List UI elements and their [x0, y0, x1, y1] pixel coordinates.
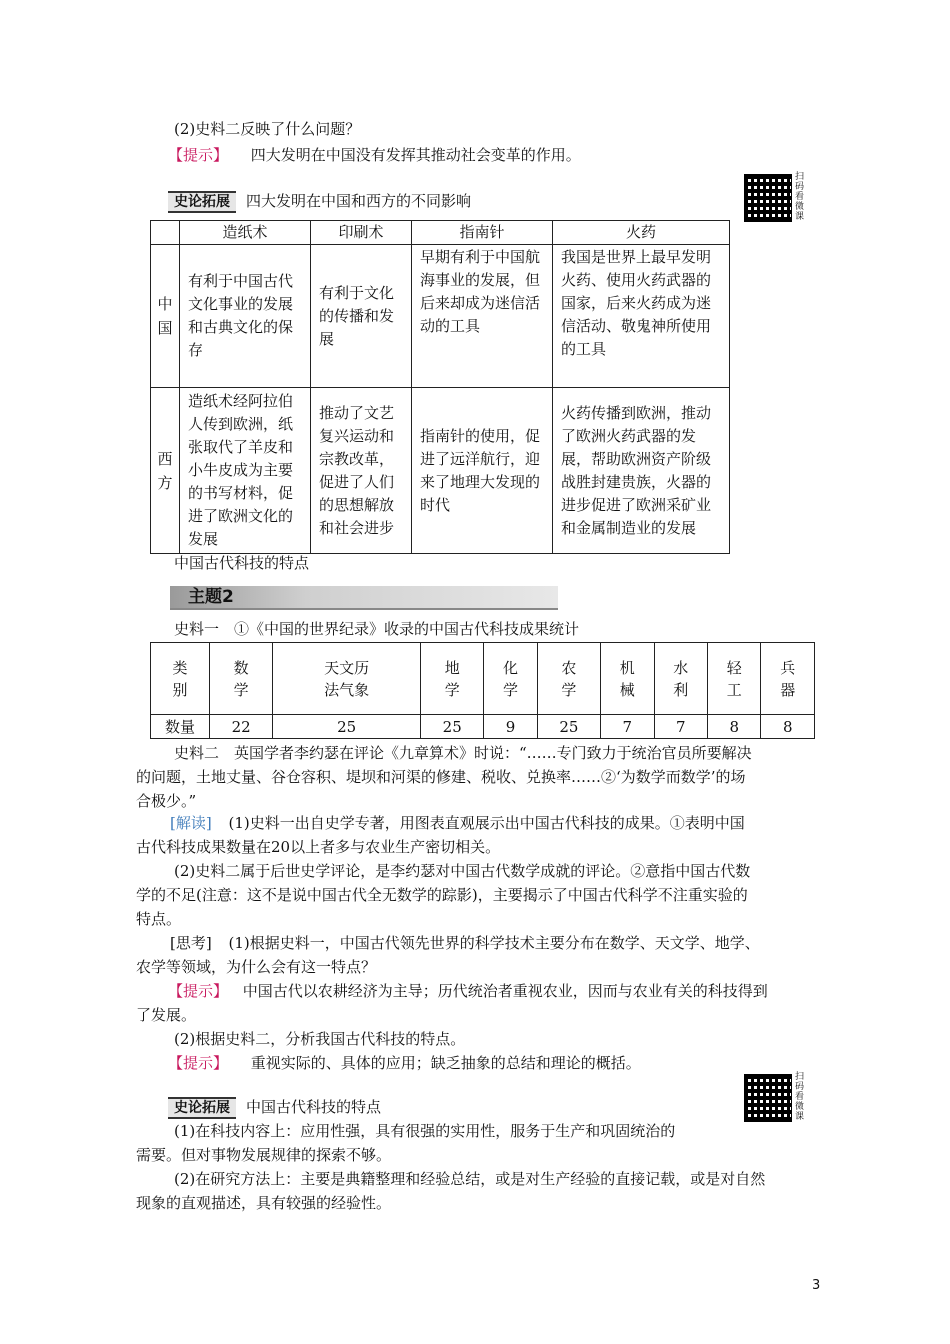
stats-label: 化学 [484, 643, 537, 715]
jiedu-line-5: 特点。 [136, 910, 182, 928]
source-2-line-1: 史料二 英国学者李约瑟在评论《九章算术》时说：“……专门致力于统治官员所要解决 [174, 744, 752, 762]
table-cell: 早期有利于中国航海事业的发展，但后来却成为迷信活动的工具 [412, 245, 553, 388]
stats-label: 轻工 [707, 643, 760, 715]
table-cell: 指南针的使用，促进了远洋航行，迎来了地理大发现的时代 [412, 388, 553, 554]
header-compass: 指南针 [412, 221, 553, 245]
table-header-row [151, 221, 730, 245]
count-value: 25 [421, 715, 484, 739]
sikao-line-1: [思考] (1)根据史料一，中国古代领先世界的科学技术主要分布在数学、天文学、地学、 [170, 934, 760, 952]
hint-label: 【提示】 [168, 982, 229, 1000]
table-row [151, 388, 730, 554]
topic-banner-label: 主题2 [188, 587, 234, 607]
stats-label: 类别 [151, 643, 210, 715]
count-value: 7 [601, 715, 654, 739]
page-number: 3 [812, 1278, 821, 1293]
inventions-table [150, 220, 730, 554]
table-cell: 推动了文艺复兴运动和宗教改革，促进了人们的思想解放和社会进步 [311, 388, 412, 554]
stats-label: 机械 [601, 643, 654, 715]
table-cell: 造纸术经阿拉伯人传到欧洲，纸张取代了羊皮和小牛皮成为主要的书写材料，促进了欧洲文化的发展 [180, 388, 311, 554]
count-label: 数量 [151, 715, 210, 739]
count-value: 7 [654, 715, 707, 739]
count-value: 25 [537, 715, 600, 739]
count-value: 25 [273, 715, 421, 739]
hint-3: 【提示】 重视实际的、具体的应用；缺乏抽象的总结和理论的概括。 [168, 1054, 641, 1072]
section-heading: 中国古代科技的特点 [174, 554, 310, 572]
qr-label: 扫码看微课 [795, 172, 805, 222]
table-row [151, 245, 730, 388]
count-value: 8 [707, 715, 760, 739]
count-value: 8 [761, 715, 815, 739]
row-label: 中国 [151, 245, 180, 388]
stats-label-row [151, 643, 815, 715]
stats-label: 农学 [537, 643, 600, 715]
jiedu-line-1: [解读] (1)史料一出自史学专著，用图表直观展示出中国古代科技的成果。①表明中国 [170, 814, 745, 832]
qr-label: 扫码看微课 [795, 1072, 805, 1122]
stats-label: 数学 [210, 643, 273, 715]
stats-count-row [151, 715, 815, 739]
hint-2-line-1: 【提示】 中国古代以农耕经济为主导；历代统治者重视农业，因而与农业有关的科技得到 [168, 982, 768, 1000]
expand-title: 中国古代科技的特点 [246, 1098, 382, 1116]
header-gunpowder: 火药 [553, 221, 730, 245]
topic-banner [170, 586, 558, 610]
expand2-p1-line-2: 需要。但对事物发展规律的探索不够。 [136, 1146, 392, 1164]
stats-label: 天文历法气象 [273, 643, 421, 715]
question-2: (2)史料二反映了什么问题？ [174, 120, 361, 138]
expand-tag: 史论拓展 [168, 191, 236, 213]
table-corner [151, 221, 180, 245]
hint-text: 四大发明在中国没有发挥其推动社会变革的作用。 [250, 146, 581, 164]
jiedu-label: [解读] [170, 814, 212, 832]
row-label: 西方 [151, 388, 180, 554]
source-1: 史料一 ①《中国的世界纪录》收录的中国古代科技成果统计 [174, 620, 580, 638]
jiedu-line-3: (2)史料二属于后世史学评论，是李约瑟对中国古代数学成就的评论。②意指中国古代数 [174, 862, 751, 880]
table-cell: 有利于文化的传播和发展 [311, 245, 412, 388]
expand-tag: 史论拓展 [168, 1097, 236, 1119]
source-2-line-2: 的问题，土地丈量、谷仓容积、堤坝和河渠的修建、税收、兑换率……②‘为数学而数学’的场 [136, 768, 746, 786]
expand2-p2-line-2: 现象的直观描述，具有较强的经验性。 [136, 1194, 392, 1212]
question-2b: (2)根据史料二，分析我国古代科技的特点。 [174, 1030, 466, 1048]
jiedu-line-4: 学的不足(注意：这不是说中国古代全无数学的踪影)，主要揭示了中国古代科学不注重实验的 [136, 886, 748, 904]
table-cell: 有利于中国古代文化事业的发展和古典文化的保存 [180, 245, 311, 388]
expand-heading-2 [168, 1096, 381, 1119]
hint-label: 【提示】 [168, 146, 229, 164]
qr-code-icon[interactable] [744, 174, 792, 222]
expand2-p2-line-1: (2)在研究方法上：主要是典籍整理和经验总结，或是对生产经验的直接记载，或是对自然 [174, 1170, 766, 1188]
table-cell: 我国是世界上最早发明火药、使用火药武器的国家，后来火药成为迷信活动、敬鬼神所使用的工具 [553, 245, 730, 388]
table-cell: 火药传播到欧洲，推动了欧洲火药武器的发展，帮助欧洲资产阶级战胜封建贵族，火器的进步促进了欧洲采矿业和金属制造业的发展 [553, 388, 730, 554]
stats-label: 兵器 [761, 643, 815, 715]
sikao-line-2: 农学等领域，为什么会有这一特点？ [136, 958, 377, 976]
jiedu-line-2: 古代科技成果数量在20以上者多与农业生产密切相关。 [136, 838, 501, 856]
header-printing: 印刷术 [311, 221, 412, 245]
hint-2-line-2: 了发展。 [136, 1006, 197, 1024]
count-value: 9 [484, 715, 537, 739]
sikao-label: [思考] [170, 934, 212, 952]
qr-code-icon[interactable] [744, 1074, 792, 1122]
header-paper: 造纸术 [180, 221, 311, 245]
expand2-p1-line-1: (1)在科技内容上：应用性强，具有很强的实用性，服务于生产和巩固统治的 [174, 1122, 676, 1140]
source-2-line-3: 合极少。” [136, 792, 197, 810]
expand-title: 四大发明在中国和西方的不同影响 [246, 192, 472, 210]
hint-label: 【提示】 [168, 1054, 229, 1072]
expand-heading-1 [168, 190, 471, 213]
count-value: 22 [210, 715, 273, 739]
stats-label: 水利 [654, 643, 707, 715]
stats-table [150, 642, 815, 739]
stats-label: 地学 [421, 643, 484, 715]
hint-row [168, 144, 581, 166]
